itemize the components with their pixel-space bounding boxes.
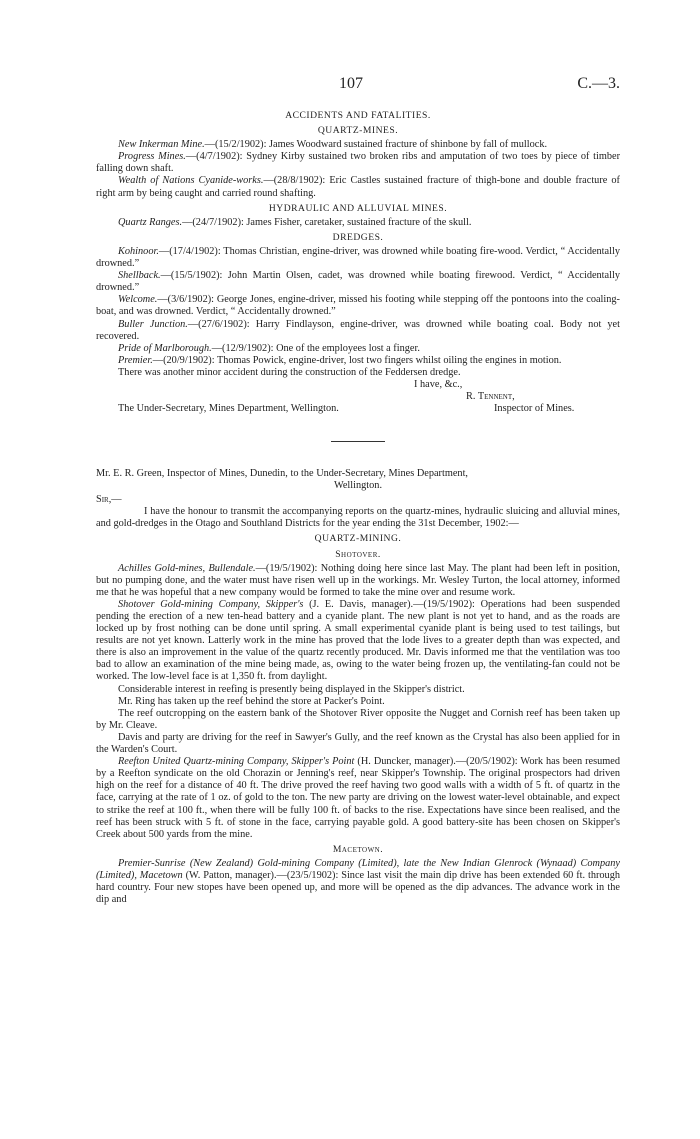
document-reference: C.—3. (577, 75, 620, 92)
salutation: Sir,— (96, 494, 122, 506)
entry-text: —(27/6/1902): Harry Findlayson, engine-driver, was drowned while boating coal. Body not yet recovered. (96, 318, 620, 342)
entry-text: —(4/7/1902): Sydney Kirby sustained two broken ribs and amputation of two toes by piece of timber falling down shaft. (96, 151, 620, 175)
accident-entry (96, 270, 620, 294)
entry-text: —(17/4/1902): Thomas Christian, engine-driver, was drowned while boating fire-wood. Verdict, “ Accidentally drowned.” (96, 245, 620, 270)
entry-text: —(24/7/1902): James Fisher, caretaker, sustained fracture of the skull. (182, 216, 472, 228)
mine-name: Quartz Ranges. (118, 216, 183, 228)
entry-text: —(20/9/1902): Thomas Powick, engine-driver, lost two fingers whilst oiling the engines in motion. (152, 354, 562, 366)
dredge-name: Kohinoor. (118, 245, 159, 257)
letter-from-line: Mr. E. R. Green, Inspector of Mines, Dunedin, to the Under-Secretary, Mines Department, (96, 467, 468, 479)
report-paragraph: Mr. Ring has taken up the reef behind the store at Packer's Point. (118, 695, 385, 707)
accident-entry (96, 355, 620, 367)
closing-remark: There was another minor accident during the construction of the Feddersen dredge. (118, 366, 461, 378)
entry-text: —(3/6/1902): George Jones, engine-driver, missed his footing while stepping off the pontoons into the coaling-boat, and was drowned. Verdict, “ Accidentally drowned.” (96, 294, 620, 318)
accident-entry (96, 294, 620, 318)
mine-name: Premier-Sunrise (New Zealand) Gold-mining Company (Limited), late the New Indian Glenrock (Wynaad) Company (Limited), Macetown (96, 857, 620, 881)
signoff-name: R. Tennent, (466, 390, 515, 402)
mine-name: New Inkerman Mine. (118, 139, 205, 151)
mine-name: Progress Mines. (118, 151, 186, 163)
report-paragraph: The reef outcropping on the eastern bank of the Shotover River opposite the Nugget and Cornish reef has been taken up by Mr. Cleave. (96, 707, 620, 731)
entry-text: —(12/9/1902): One of the employees lost a finger. (211, 342, 420, 354)
signoff-addressee: The Under-Secretary, Mines Department, Wellington. (118, 402, 339, 414)
accident-entry (96, 175, 620, 199)
section-heading-accidents: ACCIDENTS AND FATALITIES. (285, 110, 431, 121)
report-paragraph (96, 563, 620, 599)
dredge-name: Buller Junction. (118, 318, 188, 330)
accident-entry (96, 246, 620, 270)
accident-entry (96, 151, 620, 175)
mine-name: Achilles Gold-mines, Bullendale. (118, 562, 256, 574)
signoff-title: Inspector of Mines. (494, 402, 575, 414)
paragraph-text: (J. E. Davis, manager).—(19/5/1902): Operations had been suspended pending the erection of a new ten-head battery and a cyanide plant. The new plant is not yet to hand, and as the roads are locked up by frost nothing can be done until spring. A small experimental cyanide plant is being used to test tailings, but results are not yet known. Latterly work in the mine has proved that the lode lives to a greater depth than was expected, and there is also an improvement in the value of the quartz recently produced. Mr. Davis informed me that the ventilation was too bad to allow an examination of the mine being made, as, owing to the water being frozen up, the ventilating-fan could not be worked. The low-level face is at 1,350 ft. from daylight. (96, 598, 621, 683)
dredge-name: Pride of Marlborough. (118, 342, 212, 354)
paragraph-text: (W. Patton, manager).—(23/5/1902): Since last visit the main dip drive has been extended 60 ft. through hard country. Four new stopes have been opened up, and more will be opened as the dip advances. The advance work in the dip and (96, 869, 620, 906)
section-heading-dredges: DREDGES. (332, 231, 384, 243)
dredge-name: Shellback. (118, 270, 161, 282)
accident-entry (96, 217, 620, 229)
section-heading-hydraulic: HYDRAULIC AND ALLUVIAL MINES. (268, 202, 448, 214)
dredge-name: Premier. (118, 354, 153, 366)
document-page (96, 75, 621, 906)
subheading-quartz-mines: QUARTZ-MINES. (317, 125, 399, 137)
entry-text: —(15/2/1902): James Woodward sustained fracture of shinbone by fall of mullock. (204, 139, 548, 151)
section-heading-quartz-mining: QUARTZ-MINING. (314, 533, 402, 545)
mine-name: Reefton United Quartz-mining Company, Skipper's Point (118, 756, 355, 768)
entry-text: —(15/5/1902): John Martin Olsen, cadet, was drowned while boating firewood. Verdict, “ Accidentally drowned.” (96, 270, 620, 294)
page-header (96, 75, 620, 100)
page-number: 107 (339, 75, 363, 92)
subheading-shotover: Shotover. (335, 548, 381, 560)
report-paragraph: Davis and party are driving for the reef in Sawyer's Gully, and the reef known as the Crystal has also been applied for in the Warden's Court. (96, 731, 620, 756)
paragraph-text: (H. Duncker, manager).—(20/5/1902): Work has been resumed by a Reefton syndicate on the old Chorazin or Jenning's reef, near Skipper's Township. The original prospectors had driven high on the reef for a distance of 40 ft. The drive proved the reef having two good walls with a width of 5 ft. of quartz in the face, carrying at the rate of 1 oz. of gold to the ton. The new party are driving on the lowest water-level obtainable, and expect to strike the reef at 100 ft., when there will be fully 100 ft. of backs to the rise. Expectations have since been realised, and the reef has been struck with 5 ft. of stone in the face, carrying payable gold. A good battery-site has been chosen on Skipper's Creek about 500 yards from the mine. (96, 756, 621, 840)
report-paragraph (96, 599, 620, 684)
subheading-macetown: Macetown. (332, 843, 384, 855)
letter-intro: I have the honour to transmit the accompanying reports on the quartz-mines, hydraulic sluicing and alluvial mines, and gold-dredges in the Otago and Southland Districts for the year ending the 31st December, 1902:— (96, 506, 620, 530)
report-paragraph: Considerable interest in reefing is presently being displayed in the Skipper's district. (118, 683, 465, 695)
section-divider (331, 441, 385, 442)
letter-from-line-2: Wellington. (333, 480, 383, 492)
dredge-name: Welcome. (118, 294, 158, 306)
accident-entry (96, 319, 620, 343)
signoff-block (96, 379, 620, 425)
mine-name: Shotover Gold-mining Company, Skipper's (118, 598, 304, 610)
report-paragraph (96, 858, 620, 906)
accident-entry (96, 139, 620, 151)
mine-name: Wealth of Nations Cyanide-works. (118, 175, 264, 187)
accident-entry (96, 343, 620, 355)
paragraph-text: —(19/5/1902): Nothing doing here since last May. The plant had been left in position, but no pumping done, and the water must have risen well up in the workings. Mr. Wesley Turton, the local attorney, informed me that he was hopeful that a new company would be formed to take the mine over and resume work. (96, 562, 620, 598)
signoff-have: I have, &c., (414, 378, 463, 390)
entry-text: —(28/8/1902): Eric Castles sustained fracture of thigh-bone and double fracture of right arm by being caught and carried round shafting. (96, 175, 620, 199)
report-paragraph (96, 756, 620, 841)
